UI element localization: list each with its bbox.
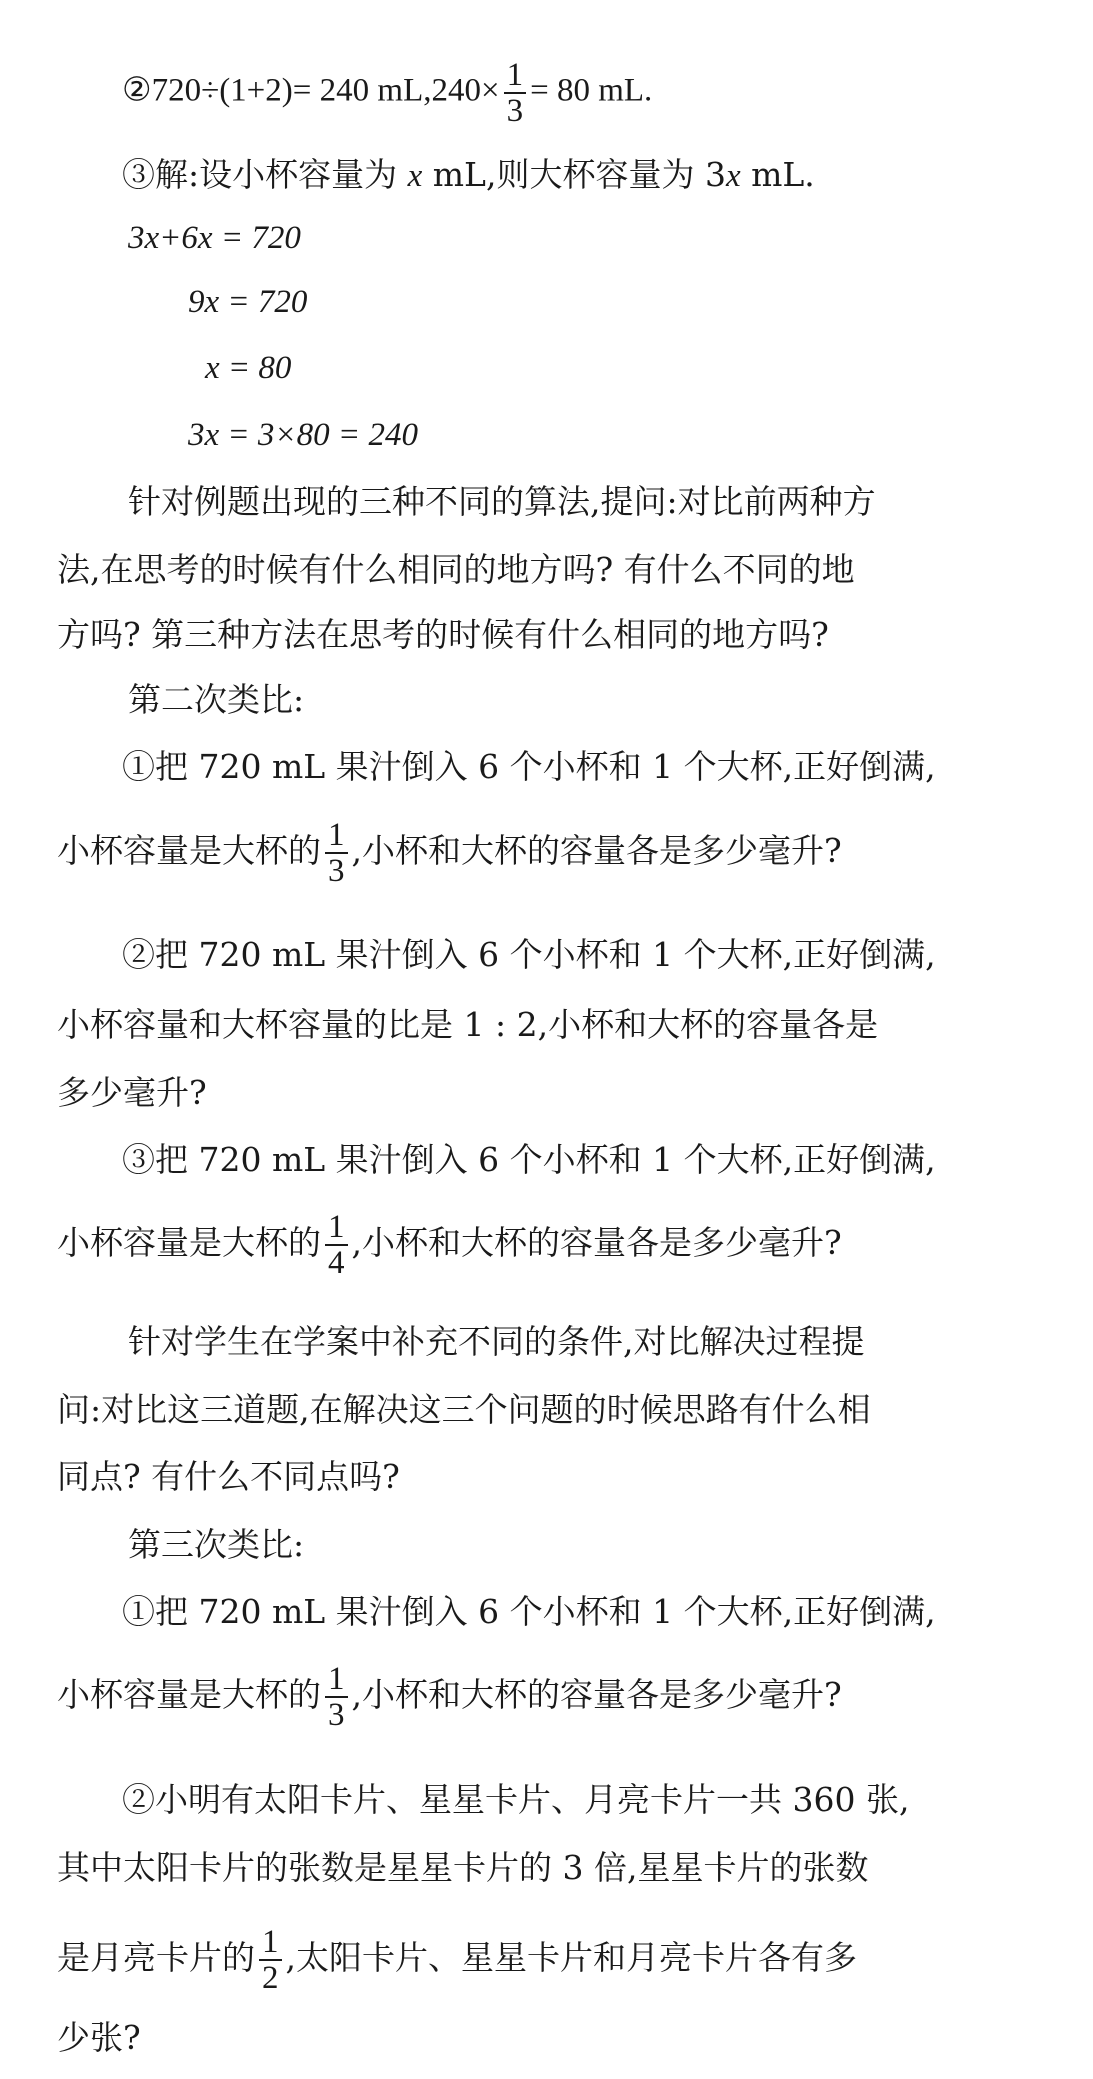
question-line (0, 1925, 1093, 1995)
paragraph-line: 针对学生在学案中补充不同的条件,对比解决过程提 (128, 1322, 865, 1361)
fraction (325, 818, 348, 888)
fraction-numerator: 1 (325, 818, 348, 854)
fraction (259, 1925, 282, 1995)
equation-text: ②720÷(1+2)= 240 mL,240× (122, 72, 500, 109)
question-text: 小杯容量是大杯的 (57, 1223, 321, 1262)
question-text: ,太阳卡片、星星卡片和月亮卡片各有多 (285, 1938, 857, 1977)
solution-text: mL. (740, 155, 815, 194)
question-text: ,小杯和大杯的容量各是多少毫升? (351, 1223, 842, 1262)
question-line: 其中太阳卡片的张数是星星卡片的 3 倍,星星卡片的张数 (57, 1848, 869, 1887)
question-line: ①把 720 mL 果汁倒入 6 个小杯和 1 个大杯,正好倒满, (122, 1592, 936, 1631)
variable: x (725, 158, 741, 194)
paragraph-line: 问:对比这三道题,在解决这三个问题的时候思路有什么相 (57, 1390, 871, 1429)
question-line (0, 1210, 1093, 1280)
fraction-denominator: 3 (328, 853, 345, 889)
section-heading: 第二次类比: (128, 680, 305, 719)
question-line: ②小明有太阳卡片、星星卡片、月亮卡片一共 360 张, (122, 1780, 910, 1819)
fraction (504, 58, 527, 128)
question-line: ③把 720 mL 果汁倒入 6 个小杯和 1 个大杯,正好倒满, (122, 1140, 936, 1179)
fraction-numerator: 1 (259, 1925, 282, 1961)
question-text: ,小杯和大杯的容量各是多少毫升? (351, 831, 842, 870)
fraction-denominator: 2 (262, 1960, 279, 1996)
question-text: 是月亮卡片的 (57, 1938, 255, 1977)
paragraph-line: 同点? 有什么不同点吗? (57, 1457, 400, 1496)
fraction-denominator: 4 (328, 1245, 345, 1281)
fraction (325, 1210, 348, 1280)
fraction-numerator: 1 (325, 1662, 348, 1698)
question-text: 小杯容量是大杯的 (57, 831, 321, 870)
equation-step-4: 3x = 3×80 = 240 (188, 417, 418, 453)
question-line (0, 818, 1093, 888)
equation-text: = 80 mL. (530, 72, 653, 109)
paragraph-line: 法,在思考的时候有什么相同的地方吗? 有什么不同的地 (57, 550, 855, 589)
question-line: ①把 720 mL 果汁倒入 6 个小杯和 1 个大杯,正好倒满, (122, 747, 936, 786)
question-line: ②把 720 mL 果汁倒入 6 个小杯和 1 个大杯,正好倒满, (122, 935, 936, 974)
question-text: 小杯容量是大杯的 (57, 1675, 321, 1714)
equation-line (0, 58, 1093, 128)
equation-step-3: x = 80 (205, 350, 292, 386)
solution-intro (0, 155, 1093, 196)
paragraph-line: 方吗? 第三种方法在思考的时候有什么相同的地方吗? (57, 615, 829, 654)
fraction-numerator: 1 (504, 58, 527, 94)
question-text: ,小杯和大杯的容量各是多少毫升? (351, 1675, 842, 1714)
variable: x (407, 158, 423, 194)
section-heading: 第三次类比: (128, 1525, 305, 1564)
question-line: 少张? (57, 2018, 141, 2057)
paragraph-line: 针对例题出现的三种不同的算法,提问:对比前两种方 (128, 482, 876, 521)
question-line: 小杯容量和大杯容量的比是 1 : 2,小杯和大杯的容量各是 (57, 1005, 879, 1044)
solution-text: ③解:设小杯容量为 (122, 155, 408, 194)
question-line (0, 1662, 1093, 1732)
fraction-denominator: 3 (506, 93, 524, 129)
fraction-numerator: 1 (325, 1210, 348, 1246)
question-line: 多少毫升? (57, 1073, 207, 1112)
fraction-denominator: 3 (328, 1697, 345, 1733)
solution-text: mL,则大杯容量为 3 (422, 155, 726, 194)
equation-step-1: 3x+6x = 720 (128, 220, 301, 256)
fraction (325, 1662, 348, 1732)
equation-step-2: 9x = 720 (188, 284, 308, 320)
